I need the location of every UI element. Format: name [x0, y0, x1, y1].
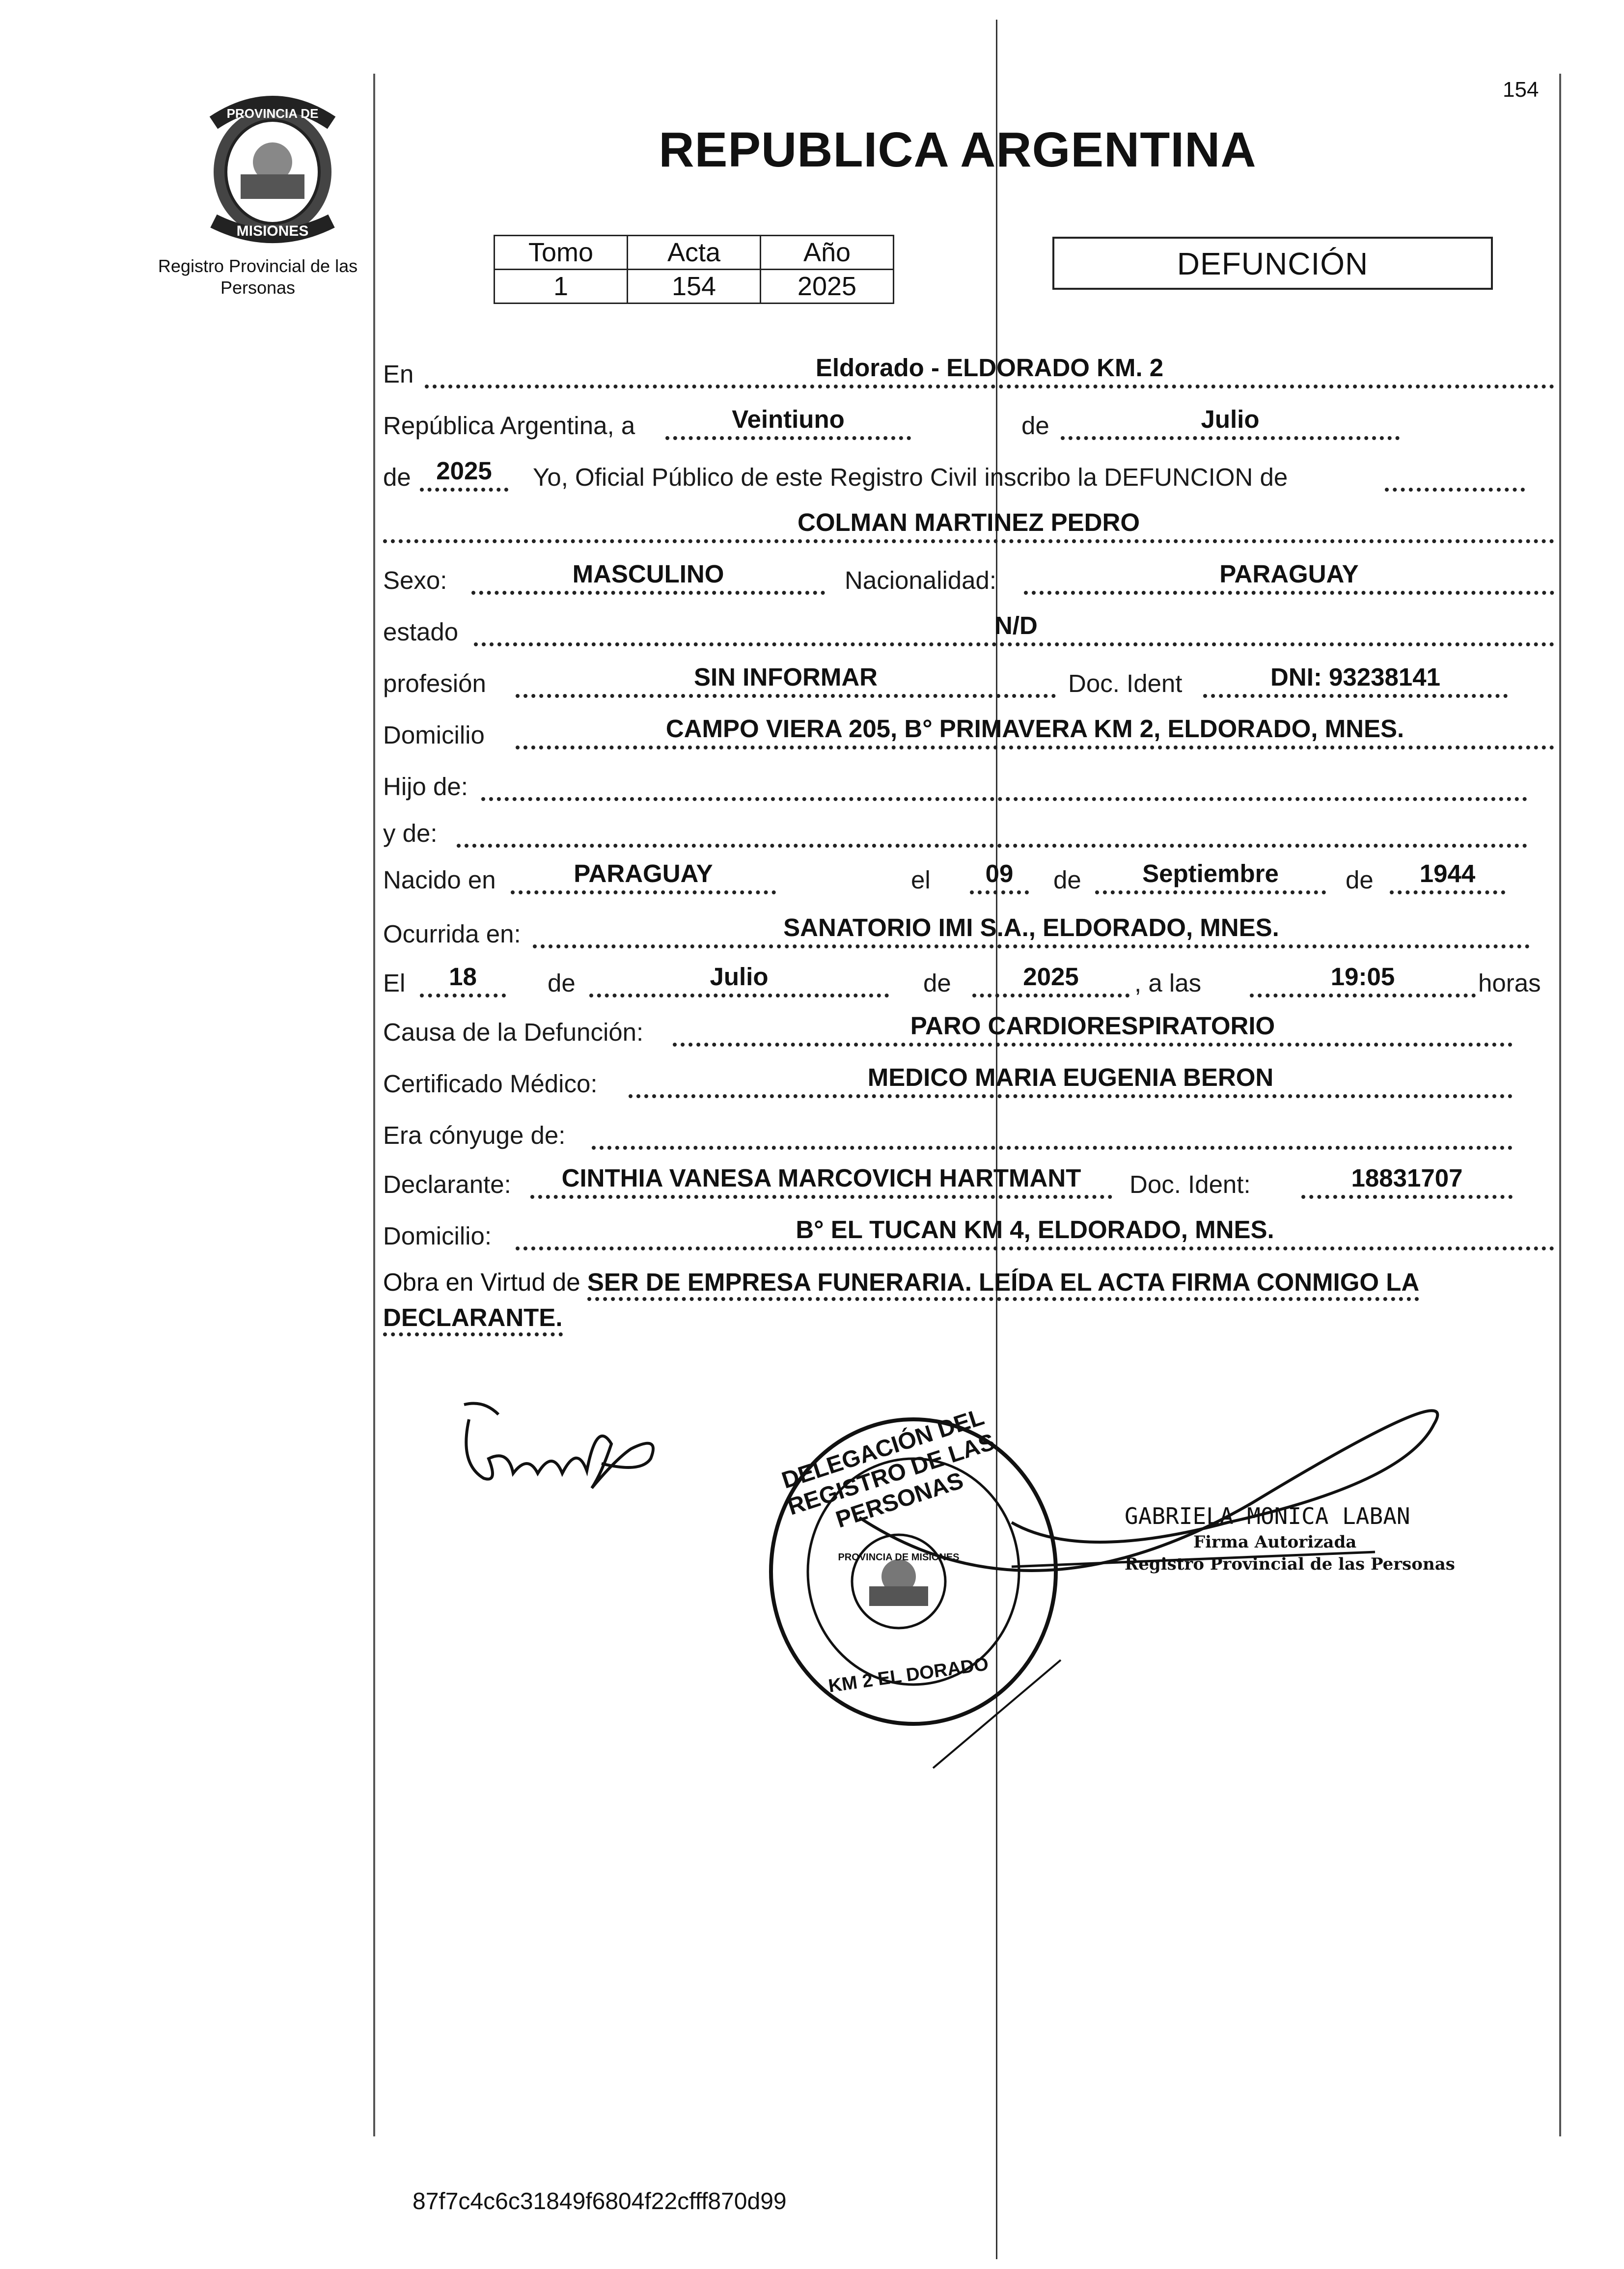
- label-el-cap: El: [383, 969, 406, 997]
- row-address: [383, 712, 1554, 756]
- official-name: GABRIELA MONICA LABAN: [1125, 1503, 1410, 1529]
- row-declarant-address: [383, 1213, 1554, 1257]
- label-doc-ident: Doc. Ident: [1068, 669, 1183, 697]
- row-place: [383, 351, 1554, 395]
- stamp-ring-text: DELEGACIÓN DEL REGISTRO DE LAS PERSONAS: [778, 1404, 998, 1533]
- official-org: Registro Provincial de las Personas: [1125, 1554, 1455, 1574]
- page-number: 154: [1503, 78, 1539, 102]
- field-month: Julio: [1061, 405, 1400, 440]
- field-basis-line1: SER DE EMPRESA FUNERARIA. LEÍDA EL ACTA FIRMA CONMIGO LA: [587, 1268, 1419, 1301]
- field-declarant-address: B° EL TUCAN KM 4, ELDORADO, MNES.: [516, 1215, 1554, 1250]
- stamp-inner-text: PROVINCIA DE MISIONES: [838, 1552, 960, 1563]
- row-declarant: [383, 1162, 1554, 1206]
- label-domicilio-2: Domicilio:: [383, 1222, 492, 1250]
- label-domicilio: Domicilio: [383, 721, 485, 749]
- field-father: [481, 766, 1527, 801]
- country-title: REPUBLICA ARGENTINA: [659, 122, 1257, 177]
- field-death-place: SANATORIO IMI S.A., ELDORADO, MNES.: [533, 913, 1530, 948]
- row-cause: [383, 1009, 1554, 1053]
- tomo-value: 1: [495, 270, 628, 304]
- label-ocurrida-en: Ocurrida en:: [383, 920, 521, 948]
- label-doc-ident-2: Doc. Ident:: [1129, 1170, 1251, 1198]
- field-blank-1: [1385, 456, 1525, 492]
- tomo-header: Tomo: [495, 236, 628, 270]
- field-sex: MASCULINO: [471, 559, 825, 595]
- field-birth-place: PARAGUAY: [511, 859, 776, 894]
- label-y-de: y de:: [383, 819, 438, 847]
- field-cause: PARO CARDIORESPIRATORIO: [673, 1011, 1513, 1047]
- label-en: En: [383, 360, 414, 388]
- field-birth-month: Septiembre: [1095, 859, 1326, 894]
- anio-header: Año: [761, 236, 894, 270]
- field-basis-line2: DECLARANTE.: [383, 1303, 563, 1336]
- misiones-coat-of-arms-logo: [194, 88, 351, 246]
- row-spouse: [383, 1112, 1554, 1157]
- field-deceased-name: COLMAN MARTINEZ PEDRO: [383, 508, 1554, 543]
- row-birth: [383, 857, 1554, 901]
- label-hijo-de: Hijo de:: [383, 773, 468, 801]
- svg-text:PROVINCIA DE: PROVINCIA DE: [226, 106, 319, 121]
- label-el: el: [911, 866, 931, 894]
- row-sex-nationality: [383, 557, 1554, 602]
- row-marital-status: [383, 609, 1554, 653]
- label-conyuge: Era cónyuge de:: [383, 1121, 566, 1149]
- row-death-date: [383, 960, 1554, 1004]
- label-certificado: Certificado Médico:: [383, 1070, 598, 1098]
- label-horas: horas: [1478, 969, 1541, 997]
- label-sexo: Sexo:: [383, 566, 447, 594]
- label-obra: Obra en Virtud de: [383, 1268, 580, 1296]
- field-mother: [457, 812, 1527, 848]
- field-day-words: Veintiuno: [665, 405, 911, 440]
- label-nacionalidad: Nacionalidad:: [845, 566, 997, 594]
- basis-paragraph: [383, 1265, 1562, 1335]
- label-republica: República Argentina, a: [383, 412, 635, 440]
- label-de-1: de: [1021, 412, 1049, 440]
- left-margin-line: [373, 74, 375, 2136]
- field-death-day: 18: [420, 962, 506, 997]
- row-mother: [383, 810, 1554, 855]
- row-certificate: [383, 1061, 1554, 1105]
- label-estado: estado: [383, 618, 459, 646]
- row-deceased: [383, 506, 1554, 550]
- field-declarant: CINTHIA VANESA MARCOVICH HARTMANT: [530, 1163, 1112, 1199]
- label-declarante: Declarante:: [383, 1170, 511, 1198]
- field-death-month: Julio: [589, 962, 889, 997]
- registry-label: Registro Provincial de las Personas: [158, 256, 358, 298]
- stamp-bottom-text: KM 2 EL DORADO: [827, 1654, 990, 1697]
- label-de-3: de: [1053, 866, 1081, 894]
- label-nacido-en: Nacido en: [383, 866, 496, 894]
- svg-text:MISIONES: MISIONES: [236, 223, 309, 239]
- field-year: 2025: [420, 456, 508, 492]
- acta-value: 154: [628, 270, 761, 304]
- declarant-signature: [454, 1390, 675, 1503]
- label-de-4: de: [1346, 866, 1374, 894]
- label-a-las: , a las: [1134, 969, 1202, 997]
- row-year: [383, 454, 1554, 498]
- field-place: Eldorado - ELDORADO KM. 2: [425, 353, 1554, 388]
- acta-header: Acta: [628, 236, 761, 270]
- field-death-year: 2025: [972, 962, 1129, 997]
- book-reference-table: [494, 235, 894, 304]
- field-spouse: [592, 1114, 1513, 1150]
- field-doc-id: DNI: 93238141: [1203, 663, 1508, 698]
- anio-value: 2025: [761, 270, 894, 304]
- document-hash: 87f7c4c6c31849f6804f22cfff870d99: [413, 2188, 787, 2214]
- label-de-6: de: [923, 969, 951, 997]
- label-de-5: de: [548, 969, 576, 997]
- row-date: [383, 403, 1554, 447]
- field-profession: SIN INFORMAR: [516, 663, 1056, 698]
- field-marital-status: N/D: [474, 611, 1554, 646]
- official-role: Firma Autorizada: [1193, 1532, 1357, 1552]
- field-birth-year: 1944: [1390, 859, 1505, 894]
- document-type-box: DEFUNCIÓN: [1052, 237, 1493, 290]
- row-profession: [383, 661, 1554, 705]
- label-causa: Causa de la Defunción:: [383, 1018, 644, 1046]
- row-death-place: [383, 911, 1554, 955]
- label-yo: Yo, Oficial Público de este Registro Civil inscribo la DEFUNCION de: [533, 463, 1288, 491]
- label-de-2: de: [383, 463, 411, 491]
- right-margin-line: [1559, 74, 1561, 2136]
- field-certificate: MEDICO MARIA EUGENIA BERON: [629, 1063, 1513, 1098]
- field-address: CAMPO VIERA 205, B° PRIMAVERA KM 2, ELDORADO, MNES.: [516, 714, 1554, 749]
- field-birth-day: 09: [970, 859, 1029, 894]
- field-declarant-doc: 18831707: [1301, 1163, 1513, 1199]
- field-death-time: 19:05: [1250, 962, 1476, 997]
- row-father: [383, 764, 1554, 808]
- label-profesion: profesión: [383, 669, 486, 697]
- field-nationality: PARAGUAY: [1024, 559, 1554, 595]
